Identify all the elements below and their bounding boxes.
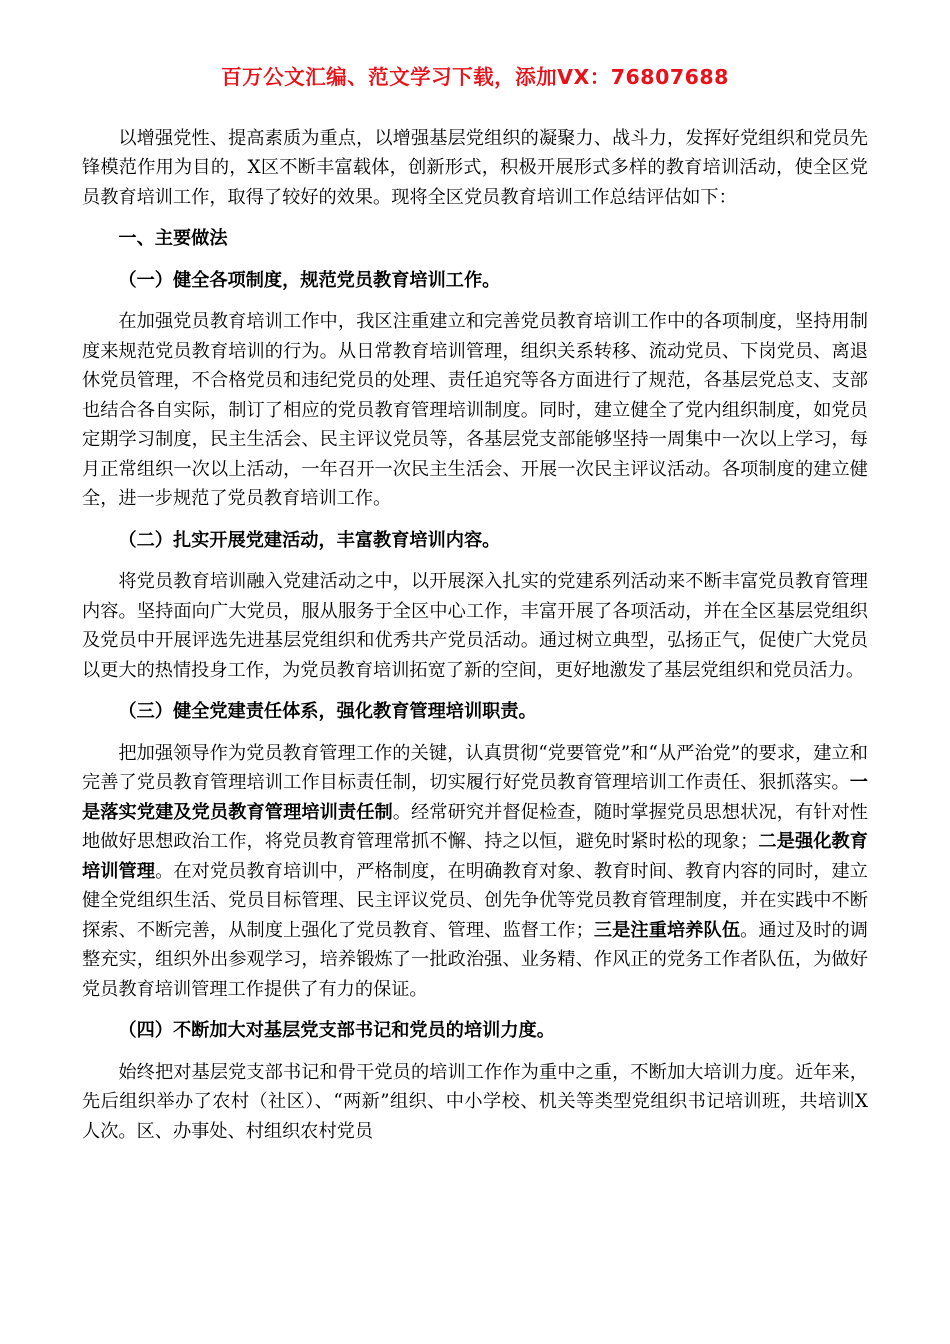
text-run: 在加强党员教育培训工作中，我区注重建立和完善党员教育培训工作中的各项制度，坚持用制度来规范党员教育培训的行为。从日常教育培训管理，组织关系转移、流动党员、下岗党员、离退休党员管理，不合格党员和违纪党员的处理、责任追究等各方面进行了规范，各基层党总支、支部也结合各自实际，制订了相应的党员教育管理培训制度。同时，建立健全了党内组织制度，如党员定期学习制度，民主生活会、民主评议党员等，各基层党支部能够坚持一周集中一次以上学习，每月正常组织一次以上活动，一年召开一次民主生活会、开展一次民主评议活动。各项制度的建立健全，进一步规范了党员教育培训工作。: [82, 311, 868, 510]
paragraph-spacer: [82, 730, 868, 739]
section-heading: [82, 266, 868, 295]
paragraph-spacer: [82, 215, 868, 224]
text-run: 将党员教育培训融入党建活动之中，以开展深入扎实的党建系列活动来不断丰富党员教育管理内容。坚持面向广大党员，服从服务于全区中心工作，丰富开展了各项活动，并在全区基层党组织及党员中开展评选先进基层党组织和优秀共产党员活动。通过树立典型，弘扬正气，促使广大党员以更大的热情投身工作，为党员教育培训拓宽了新的空间，更好地激发了基层党组织和党员活力。: [82, 571, 868, 681]
paragraph-spacer: [82, 1007, 868, 1016]
text-run: 始终把对基层党支部书记和骨干党员的培训工作作为重中之重，不断加大培训力度。近年来，先后组织举办了农村（社区）、“两新”组织、中小学校、机关等类型党组织书记培训班，共培训X人次。区、办事处、村组织农村党员: [82, 1061, 868, 1142]
text-run: 以增强党性、提高素质为重点，以增强基层党组织的凝聚力、战斗力，发挥好党组织和党员先锋模范作用为目的，X区不断丰富载体，创新形式，积极开展形式多样的教育培训活动，使全区党员教育培训工作，取得了较好的效果。现将全区党员教育培训工作总结评估如下：: [82, 128, 868, 208]
section-heading: [82, 224, 868, 253]
section-heading: [82, 697, 868, 726]
body-paragraph: [82, 739, 868, 1004]
body-paragraph: [82, 124, 868, 212]
paragraph-spacer: [82, 1049, 868, 1058]
emphasis-text: 二是强化教育培训管理: [82, 831, 868, 882]
text-run: 。在对党员教育培训中，严格制度，在明确教育对象、教育时间、教育内容的同时，建立健全党组织生活、党员目标管理、民主评议党员、创先争优等党员教育管理制度，并在实践中不断探索、不断完善，从制度上强化了党员教育、管理、监督工作；: [82, 860, 868, 941]
text-run: 。经常研究并督促检查，随时掌握党员思想状况，有针对性地做好思想政治工作，将党员教育管理常抓不懈、持之以恒，避免时紧时松的现象；: [82, 801, 868, 853]
body-paragraph: [82, 1058, 868, 1146]
emphasis-text: 一、主要做法: [118, 228, 228, 250]
document-body: [82, 124, 868, 1158]
section-heading: [82, 526, 868, 555]
emphasis-text: （四）不断加大对基层党支部书记和党员的培训力度。: [118, 1020, 555, 1042]
emphasis-text: （三）健全党建责任体系，强化教育管理培训职责。: [118, 701, 537, 723]
text-run: 。通过及时的调整充实，组织外出参观学习，培养锻炼了一批政治强、业务精、作风正的党务工作者队伍，为做好党员教育培训管理工作提供了有力的保证。: [82, 919, 868, 1000]
paragraph-spacer: [82, 257, 868, 266]
paragraph-spacer: [82, 1149, 868, 1158]
section-heading: [82, 1016, 868, 1045]
emphasis-text: 一是落实党建及党员教育管理培训责任制: [82, 772, 868, 823]
emphasis-text: （二）扎实开展党建活动，丰富教育培训内容。: [118, 529, 501, 551]
body-paragraph: [82, 567, 868, 685]
emphasis-text: （一）健全各项制度，规范党员教育培训工作。: [118, 269, 501, 291]
paragraph-spacer: [82, 688, 868, 697]
text-run: 把加强领导作为党员教育管理工作的关键，认真贯彻“党要管党”和“从严治党”的要求，建立和完善了党员教育管理培训工作目标责任制，切实履行好党员教育管理培训工作责任、狠抓落实。: [82, 742, 868, 794]
body-paragraph: [82, 307, 868, 513]
paragraph-spacer: [82, 517, 868, 526]
emphasis-text: 三是注重培养队伍: [593, 919, 741, 941]
paragraph-spacer: [82, 298, 868, 307]
paragraph-spacer: [82, 558, 868, 567]
promo-banner: 百万公文汇编、范文学习下载，添加VX：76807688: [221, 65, 729, 89]
